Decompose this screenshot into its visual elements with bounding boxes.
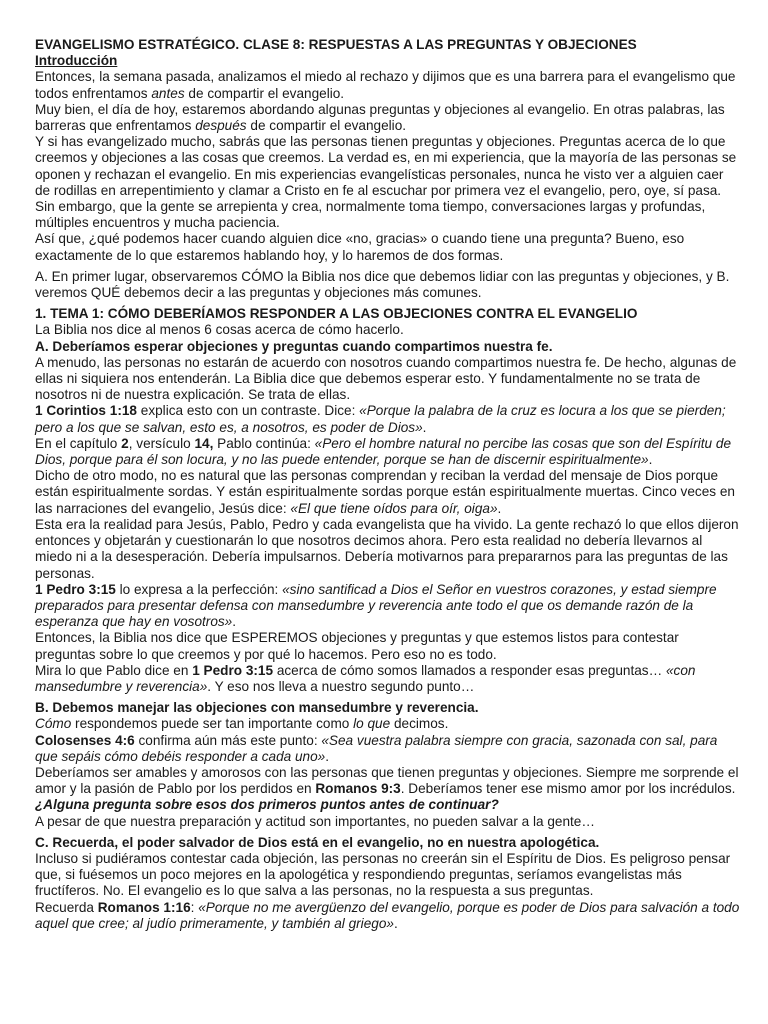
text: .: [497, 500, 502, 516]
text: decimos.: [390, 716, 449, 732]
scripture-quote: «con mansedumbre y reverencia»: [35, 662, 696, 694]
text: de compartir el evangelio.: [184, 85, 345, 101]
scripture-reference: Colosenses 4:6: [35, 732, 135, 748]
section-a-paragraph-7: Entonces, la Biblia nos dice que ESPEREMOS objeciones y preguntas y que estemos listos para contestar preguntas sobre lo que creemos y por qué lo hacemos. Pero eso no es todo.: [35, 630, 679, 662]
scripture-reference: 1 Corintios 1:18: [35, 403, 137, 419]
section-c-paragraph-1: Incluso si pudiéramos contestar cada objeción, las personas no creerán sin el Espíritu de Dios. Es peligroso pensar que, si fuésemos un poco mejores en la apologética y respondiendo preguntas, seríamos evangelistas más fructíferos. No. El evangelio es lo que salva a las personas, no la respuesta a sus preguntas.: [35, 850, 731, 899]
intro-paragraph-2: [35, 102, 741, 134]
intro-paragraph-5: A. En primer lugar, observaremos CÓMO la Biblia nos dice que debemos lidiar con las preguntas y objeciones, y B. veremos QUÉ debemos decir a las preguntas y objeciones más comunes.: [35, 268, 730, 301]
section-b-paragraph-2: [35, 733, 741, 765]
section-b-paragraph-4: A pesar de que nuestra preparación y actitud son importantes, no pueden salvar a la gente…: [35, 813, 595, 829]
text: En el capítulo: [35, 435, 122, 451]
emphasis: lo que: [353, 716, 391, 732]
text: . Y eso nos lleva a nuestro segundo punto…: [207, 678, 475, 694]
text: :: [190, 899, 199, 915]
section-a-paragraph-2: [35, 403, 741, 435]
text: Mira lo que Pablo dice en: [35, 662, 193, 678]
intro-heading: Introducción: [35, 53, 118, 69]
text: , versículo: [128, 435, 195, 451]
scripture-reference: Romanos 1:16: [97, 899, 191, 915]
section-a-heading: A. Deberíamos esperar objeciones y preguntas cuando compartimos nuestra fe.: [35, 338, 553, 354]
emphasis: Cómo: [35, 716, 72, 732]
section-a-paragraph-6: [35, 582, 741, 631]
scripture-quote: «Pero el hombre natural no percibe las cosas que son del Espíritu de Dios, porque para él son locura, y no las puede entender, porque se han de discernir espiritualmente»: [35, 435, 732, 468]
text: explica esto con un contraste. Dice:: [136, 403, 360, 419]
scripture-quote: «El que tiene oídos para oír, oiga»: [290, 500, 498, 516]
section-c-heading: C. Recuerda, el poder salvador de Dios está en el evangelio, no en nuestra apologética.: [35, 834, 600, 850]
text: confirma aún más este punto:: [134, 732, 322, 748]
scripture-quote: «sino santificad a Dios el Señor en vuestros corazones, y estad siempre preparados para presentar defensa con mansedumbre y reverencia ante todo el que os demande razón de la esperanza que hay en vosotros»: [35, 581, 717, 630]
section-b-paragraph-3: [35, 765, 741, 797]
document-page: [35, 37, 741, 932]
text: lo expresa a la perfección:: [115, 581, 283, 597]
scripture-quote: «Porque la palabra de la cruz es locura a los que se pierden; pero a los que se salvan, esto es, a nosotros, es poder de Dios»: [35, 403, 726, 435]
verse-number: 14,: [194, 435, 214, 451]
text: Pablo continúa:: [213, 435, 315, 451]
text: .: [648, 452, 653, 468]
text: Entonces, la semana pasada, analizamos el miedo al rechazo y dijimos que es una barrera para el evangelismo que todos enfrentamos: [35, 69, 736, 101]
text: Deberíamos ser amables y amorosos con las personas que tienen preguntas y objeciones. Siempre me sorprende el amor y la pasión de Pablo por los perdidos en: [35, 764, 739, 797]
section-a-paragraph-5: Esta era la realidad para Jesús, Pablo, Pedro y cada evangelista que ha vivido. La gente rechazó lo que ellos dijeron entonces y objetarán y cuestionarán lo que nosotros decimos ahora. Pero esta realidad no debería llevarnos al miedo ni a la desesperación. Debería impulsarnos. Debería motivarnos para prepararnos para las preguntas de las personas.: [35, 516, 739, 581]
text: .: [422, 419, 427, 435]
section-a-paragraph-8: [35, 663, 741, 695]
section-a-paragraph-1: A menudo, las personas no estarán de acuerdo con nosotros cuando compartimos nuestra fe. De hecho, algunas de ellas ni siquiera nos entenderán. La Biblia dice que debemos esperar esto. Y fundamentalmente no se trata de nosotros ni de nuestra explicación. Se trata de ellas.: [35, 354, 737, 403]
text: Muy bien, el día de hoy, estaremos abordando algunas preguntas y objeciones al evangelio. En otras palabras, las barreras que enfrentamos: [35, 101, 725, 134]
emphasis: antes: [151, 85, 185, 101]
text: .: [393, 915, 398, 931]
text: Recuerda: [35, 899, 98, 915]
chapter-number: 2: [121, 435, 129, 451]
text: . Deberíamos tener ese mismo amor por los incrédulos.: [400, 781, 736, 797]
section-c-paragraph-2: [35, 900, 741, 932]
section-a-paragraph-4: [35, 468, 741, 517]
text: acerca de cómo somos llamados a responder esas preguntas…: [273, 662, 666, 678]
text: .: [325, 748, 329, 764]
section-b-heading: B. Debemos manejar las objeciones con mansedumbre y reverencia.: [35, 700, 479, 716]
scripture-quote: «Sea vuestra palabra siempre con gracia, sazonada con sal, para que sepáis cómo debéis responder a cada uno»: [35, 732, 718, 764]
tema-1-heading: 1. TEMA 1: CÓMO DEBERÍAMOS RESPONDER A LAS OBJECIONES CONTRA EL EVANGELIO: [35, 306, 638, 322]
document-title: EVANGELISMO ESTRATÉGICO. CLASE 8: RESPUESTAS A LAS PREGUNTAS Y OBJECIONES: [35, 37, 637, 52]
scripture-quote: «Porque no me avergüenzo del evangelio, porque es poder de Dios para salvación a todo aquel que cree; al judío primeramente, y también al griego»: [35, 899, 740, 931]
text: respondemos puede ser tan importante como: [71, 716, 354, 732]
intro-paragraph-4: Así que, ¿qué podemos hacer cuando alguien dice «no, gracias» o cuando tiene una pregunta? Bueno, eso exactamente de lo que estaremos hablando hoy, y lo haremos de dos formas.: [35, 231, 685, 263]
text: Dicho de otro modo, no es natural que las personas comprendan y reciban la verdad del mensaje de Dios porque están espiritualmente sordas. Y están espiritualmente sordas porque están espiritualmente muertas. Cinco veces en las narraciones del evangelio, Jesús dice:: [35, 468, 735, 516]
intro-paragraph-3: Y si has evangelizado mucho, sabrás que las personas tienen preguntas y objeciones. Preguntas acerca de lo que creemos y objeciones a las cosas que creemos. La verdad es, en mi experiencia, que la mayoría de las personas se oponen y rechazan el evangelio. En mis experiencias evangelísticas personales, nunca he visto ver a alguien caer de rodillas en arrepentimiento y clamar a Cristo en fe al escuchar por primera vez el evangelio, pero, oye, sí pasa. Sin embargo, que la gente se arrepienta y crea, normalmente toma tiempo, conversaciones largas y profundas, múltiples encuentros y mucha paciencia.: [35, 134, 737, 231]
scripture-reference: Romanos 9:3: [315, 781, 401, 797]
intro-paragraph-1: [35, 69, 741, 101]
scripture-reference: 1 Pedro 3:15: [192, 662, 274, 678]
text: de compartir el evangelio.: [246, 118, 407, 134]
discussion-question: ¿Alguna pregunta sobre esos dos primeros puntos antes de continuar?: [35, 797, 499, 813]
scripture-reference: 1 Pedro 3:15: [35, 581, 116, 597]
emphasis: después: [195, 118, 247, 134]
section-a-paragraph-3: [35, 436, 741, 468]
section-b-paragraph-1: [35, 716, 741, 732]
tema-1-intro: La Biblia nos dice al menos 6 cosas acerca de cómo hacerlo.: [35, 322, 404, 338]
text: .: [232, 614, 237, 630]
